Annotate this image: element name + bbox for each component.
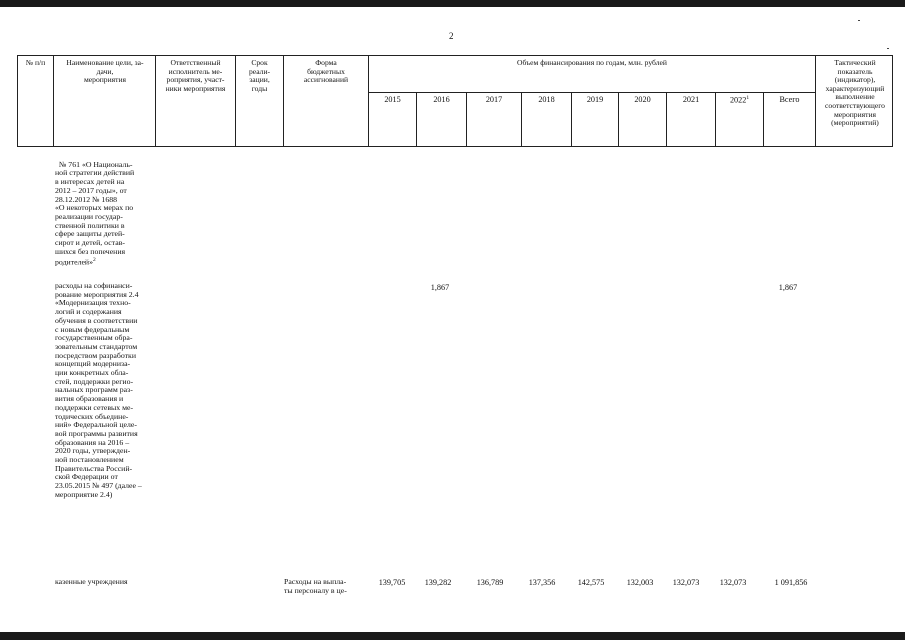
scan-border-bottom — [0, 632, 905, 640]
footnote-mark: 2 — [93, 257, 96, 264]
year-header: 2019 — [586, 95, 604, 104]
scan-speck — [858, 20, 860, 21]
value-2022: 132,073 — [719, 578, 747, 587]
value-total: 1 091,856 — [774, 578, 808, 587]
value-2017: 136,789 — [476, 578, 504, 587]
year-header — [716, 95, 763, 105]
value-2019: 142,575 — [577, 578, 605, 587]
scan-border-top — [0, 0, 905, 7]
header-number: № п/п — [25, 58, 46, 67]
value-2016: 1,867 — [430, 283, 450, 292]
year-header: 2020 — [634, 95, 651, 104]
year-header-total: Всего — [779, 95, 800, 104]
event-description: расходы на софинанси- рование мероприятия 2.4 «Модернизация техно- логий и содержания обучения в соответствии с новым федеральным государственным обра- зовательным стандартом посредством разработки концепций модерниза- ции конкретных обла- стей, поддержки регио- нальных программ раз- вития образования и поддержки сетевых ме- тодических объедине- ний» Федеральной целе- вой программы развития образования на 2016 – 2020 годы, утвержден- ной постановлением Правительства Россий- ской Федерации от 23.05.2015 № 497 (далее – мероприятие 2.4) — [55, 281, 142, 499]
header-responsible: Ответственный исполнитель ме- роприятия, участ- ники мероприятия — [165, 58, 226, 93]
header-budget-form: Форма бюджетных ассигнований — [303, 58, 349, 85]
value-2016: 139,282 — [424, 578, 452, 587]
footnote-mark: 1 — [746, 95, 750, 101]
table-header — [17, 55, 893, 147]
year-header: 2021 — [682, 95, 700, 104]
page-number: 2 — [449, 31, 454, 41]
value-2015: 139,705 — [378, 578, 406, 587]
budget-form-text: Расходы на выпла- ты персоналу в це- — [284, 577, 347, 595]
value-total: 1,867 — [778, 283, 798, 292]
institution-type: казенные учреждения — [55, 577, 128, 586]
header-term: Срок реали- зации, годы — [248, 58, 271, 93]
year-header: 2015 — [384, 95, 401, 104]
year-header: 2017 — [485, 95, 503, 104]
scan-speck — [887, 48, 889, 49]
value-2018: 137,356 — [528, 578, 556, 587]
legal-acts-text — [55, 152, 134, 268]
header-indicator: Тактический показатель (индикатор), характеризующий выполнение соответствующего мероприятия (мероприятий) — [825, 58, 885, 128]
year-header: 2018 — [538, 95, 555, 104]
value-2021: 132,073 — [672, 578, 700, 587]
header-financing: Объем финансирования по годам, млн. рублей — [517, 58, 667, 67]
header-name: Наименование цели, за- дачи, мероприятия — [66, 58, 144, 85]
year-2022-label: 2022 — [729, 95, 747, 105]
value-2020: 132,003 — [626, 578, 654, 587]
legal-acts-text-content: № 761 «О Националь- ной стратегии действий в интересах детей на 2012 – 2017 годы», от 28.12.2012 № 1688 «О некоторых мерах по реализации государ- ственной политики в сфере защиты детей- сирот и детей, остав- шихся без попечения родителей» — [55, 159, 135, 268]
year-header: 2016 — [433, 95, 450, 104]
